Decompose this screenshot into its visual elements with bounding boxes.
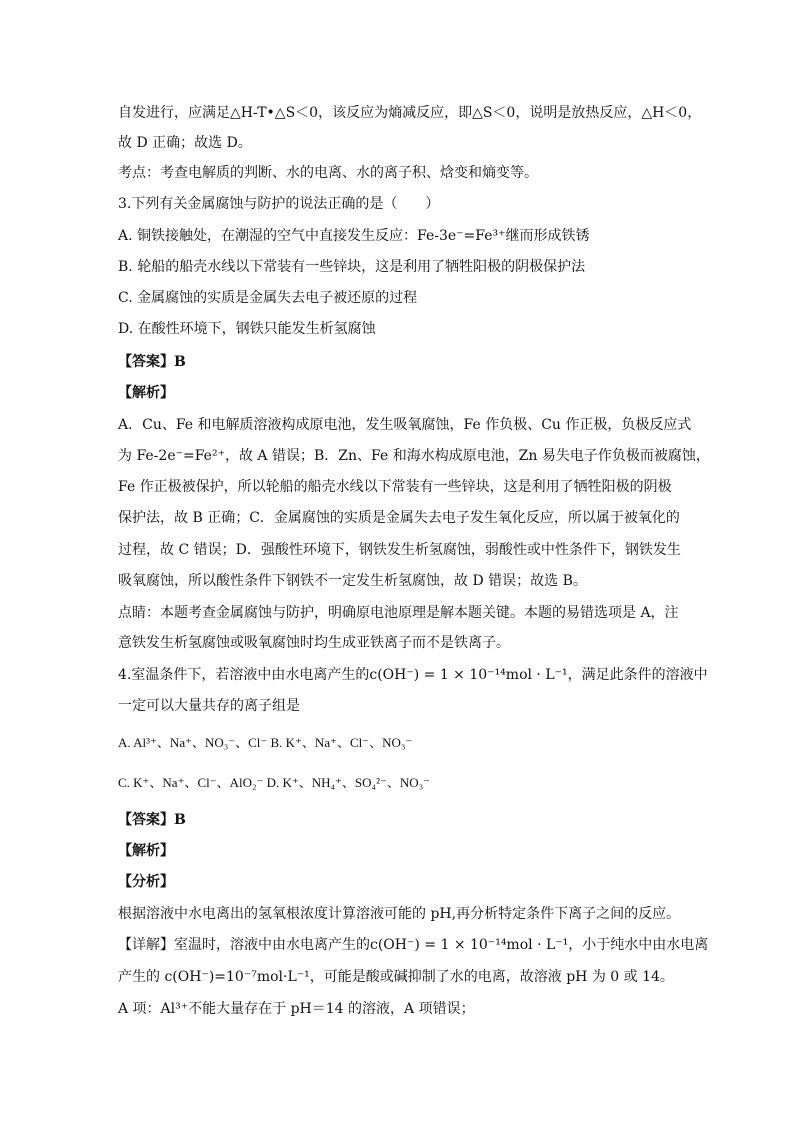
text-line: 点睛：本题考查金属腐蚀与防护，明确原电池原理是解本题关键。本题的易错选项是 A，注 (118, 605, 679, 621)
text-line: 根据溶液中水电离出的氢氧根浓度计算溶液可能的 pH,再分析特定条件下离子之间的反应。 (118, 906, 681, 922)
text-line: 故 D 正确；故选 D。 (118, 135, 252, 151)
text-line: 产生的 c(OH⁻)=10⁻⁷mol·L⁻¹，可能是酸或碱抑制了水的电离，故溶液 pH 为 0 或 14。 (118, 969, 674, 985)
text-line: A．Cu、Fe 和电解质溶液构成原电池，发生吸氧腐蚀，Fe 作负极、Cu 作正极，负极反应式 (118, 417, 692, 433)
text-line: 保护法，故 B 正确；C．金属腐蚀的实质是金属失去电子发生氧化反应，所以属于被氧化的 (118, 510, 680, 526)
text-line: 自发进行，应满足△H-T•△S＜0，该反应为熵减反应，即△S＜0，说明是放热反应，△H＜0， (118, 105, 702, 121)
text-line: 吸氧腐蚀，所以酸性条件下钢铁不一定发生析氢腐蚀，故 D 错误；故选 B。 (118, 573, 587, 589)
option-c: C. 金属腐蚀的实质是金属失去电子被还原的过程 (118, 290, 418, 306)
text-line: 为 Fe-2e⁻=Fe²⁺，故 A 错误；B．Zn、Fe 和海水构成原电池，Zn 易失电子作负极而被腐蚀， (118, 448, 710, 464)
text-line: 一定可以大量共存的离子组是 (118, 698, 300, 714)
text-line: 过程，故 C 错误；D．强酸性环境下，钢铁发生析氢腐蚀，弱酸性或中性条件下，钢铁发生 (118, 542, 681, 558)
detail-line: 【详解】室温时，溶液中由水电离产生的c(OH⁻) = 1 × 10⁻¹⁴mol · L⁻¹，小于纯水中由水电离 (118, 937, 709, 953)
analysis-label: 【解析】 (118, 843, 174, 859)
question-4: 4.室温条件下，若溶液中由水电离产生的c(OH⁻) = 1 × 10⁻¹⁴mol · L⁻¹，满足此条件的溶液中 (118, 667, 708, 683)
options-ab: A. Al³⁺、Na⁺、NO₃⁻、Cl⁻ B. K⁺、Na⁺、Cl⁻、NO₃⁻ (118, 735, 413, 750)
text-line: 考点：考查电解质的判断、水的电离、水的离子积、焓变和熵变等。 (118, 165, 538, 181)
text-line: A 项：Al³⁺不能大量存在于 pH＝14 的溶液，A 项错误； (118, 1001, 475, 1017)
text-line: Fe 作正极被保护，所以轮船的船壳水线以下常装有一些锌块，这是利用了牺牲阳极的阴极 (118, 479, 672, 495)
option-b: B. 轮船的船壳水线以下常装有一些锌块，这是利用了牺牲阳极的阴极保护法 (118, 259, 586, 275)
option-d: D. 在酸性环境下，钢铁只能发生析氢腐蚀 (118, 321, 376, 337)
options-cd: C. K⁺、Na⁺、Cl⁻、AlO₂⁻ D. K⁺、NH₄⁺、SO₄²⁻、NO₃⁻ (118, 775, 431, 790)
option-a: A. 铜铁接触处，在潮湿的空气中直接发生反应：Fe-3e⁻=Fe³⁺继而形成铁锈 (118, 228, 590, 244)
answer-label: 【答案】B (118, 354, 186, 370)
text-line: 意铁发生析氢腐蚀或吸氧腐蚀时均生成亚铁离子而不是铁离子。 (118, 635, 510, 651)
breakdown-label: 【分析】 (118, 874, 174, 890)
answer-label: 【答案】B (118, 812, 186, 828)
question-3: 3.下列有关金属腐蚀与防护的说法正确的是（ ） (118, 196, 440, 212)
analysis-label: 【解析】 (118, 385, 174, 401)
